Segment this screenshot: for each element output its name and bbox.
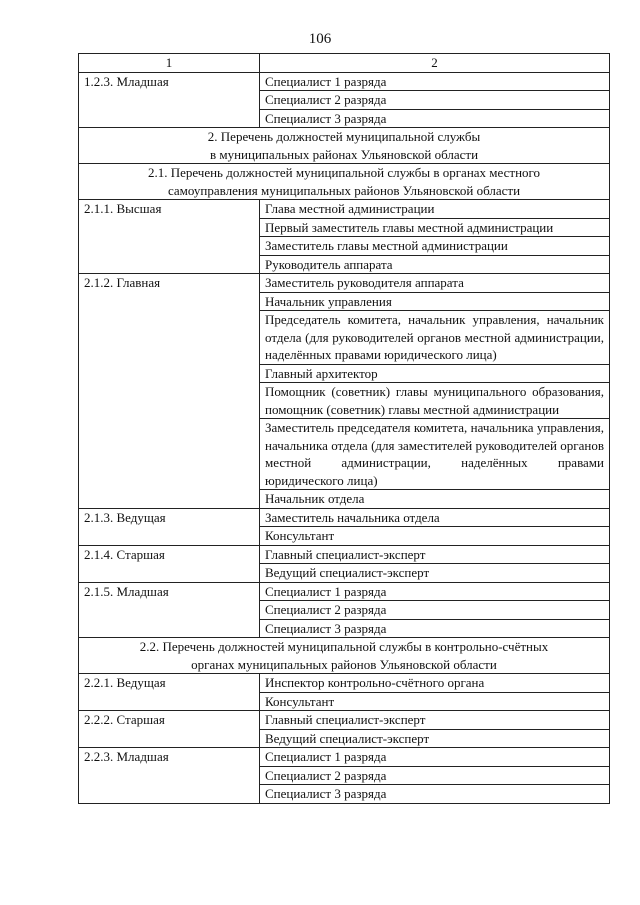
position-title: Первый заместитель главы местной администрации <box>260 218 610 237</box>
position-group-label: 2.2.3. Младшая <box>79 748 260 804</box>
section-heading: 2.2. Перечень должностей муниципальной службы в контрольно-счётных органах муниципальных районов Ульяновской области <box>79 638 610 674</box>
table-row <box>79 545 610 564</box>
position-title: Ведущий специалист-эксперт <box>260 729 610 748</box>
position-title: Специалист 1 разряда <box>260 582 610 601</box>
positions-table <box>78 53 610 804</box>
position-title: Помощник (советник) главы муниципального образования, помощник (советник) главы местной администрации <box>260 383 610 419</box>
position-group-label: 1.2.3. Младшая <box>79 72 260 128</box>
section-heading-row <box>79 164 610 200</box>
position-title: Специалист 2 разряда <box>260 91 610 110</box>
table-row <box>79 711 610 730</box>
position-title: Заместитель председателя комитета, начальника управления, начальника отдела (для заместителей руководителей органов местной администрации, наделённых правами юридического лица) <box>260 419 610 490</box>
table-row <box>79 748 610 767</box>
position-group-label: 2.1.3. Ведущая <box>79 508 260 545</box>
position-title: Заместитель главы местной администрации <box>260 237 610 256</box>
position-title: Специалист 2 разряда <box>260 601 610 620</box>
column-1-header: 1 <box>79 54 260 73</box>
position-title: Специалист 3 разряда <box>260 109 610 128</box>
position-title: Главный специалист-эксперт <box>260 711 610 730</box>
position-title: Начальник отдела <box>260 490 610 509</box>
position-title: Председатель комитета, начальник управления, начальник отдела (для руководителей органов местной администрации, наделённых правами юридического лица) <box>260 311 610 365</box>
position-title: Специалист 2 разряда <box>260 766 610 785</box>
section-heading-row <box>79 128 610 164</box>
position-group-label: 2.1.4. Старшая <box>79 545 260 582</box>
table-row <box>79 508 610 527</box>
position-title: Руководитель аппарата <box>260 255 610 274</box>
position-title: Главный специалист-эксперт <box>260 545 610 564</box>
section-heading-row <box>79 638 610 674</box>
position-title: Консультант <box>260 692 610 711</box>
section-heading: 2. Перечень должностей муниципальной службы в муниципальных районах Ульяновской области <box>79 128 610 164</box>
position-group-label: 2.1.5. Младшая <box>79 582 260 638</box>
position-title: Заместитель начальника отдела <box>260 508 610 527</box>
table-row <box>79 274 610 293</box>
section-heading: 2.1. Перечень должностей муниципальной службы в органах местного самоуправления муниципальных районов Ульяновской области <box>79 164 610 200</box>
table-row <box>79 674 610 693</box>
position-group-label: 2.2.1. Ведущая <box>79 674 260 711</box>
position-title: Специалист 3 разряда <box>260 619 610 638</box>
column-2-header: 2 <box>260 54 610 73</box>
positions-table-body <box>79 54 610 804</box>
position-title: Ведущий специалист-эксперт <box>260 564 610 583</box>
position-group-label: 2.2.2. Старшая <box>79 711 260 748</box>
table-row <box>79 200 610 219</box>
table-header-row <box>79 54 610 73</box>
position-title: Специалист 1 разряда <box>260 72 610 91</box>
position-title: Консультант <box>260 527 610 546</box>
page-number: 106 <box>308 31 332 47</box>
position-title: Главный архитектор <box>260 364 610 383</box>
position-title: Глава местной администрации <box>260 200 610 219</box>
position-group-label: 2.1.2. Главная <box>79 274 260 509</box>
position-title: Специалист 1 разряда <box>260 748 610 767</box>
position-title: Начальник управления <box>260 292 610 311</box>
position-title: Заместитель руководителя аппарата <box>260 274 610 293</box>
position-group-label: 2.1.1. Высшая <box>79 200 260 274</box>
table-row <box>79 582 610 601</box>
table-row <box>79 72 610 91</box>
position-title: Специалист 3 разряда <box>260 785 610 804</box>
position-title: Инспектор контрольно-счётного органа <box>260 674 610 693</box>
